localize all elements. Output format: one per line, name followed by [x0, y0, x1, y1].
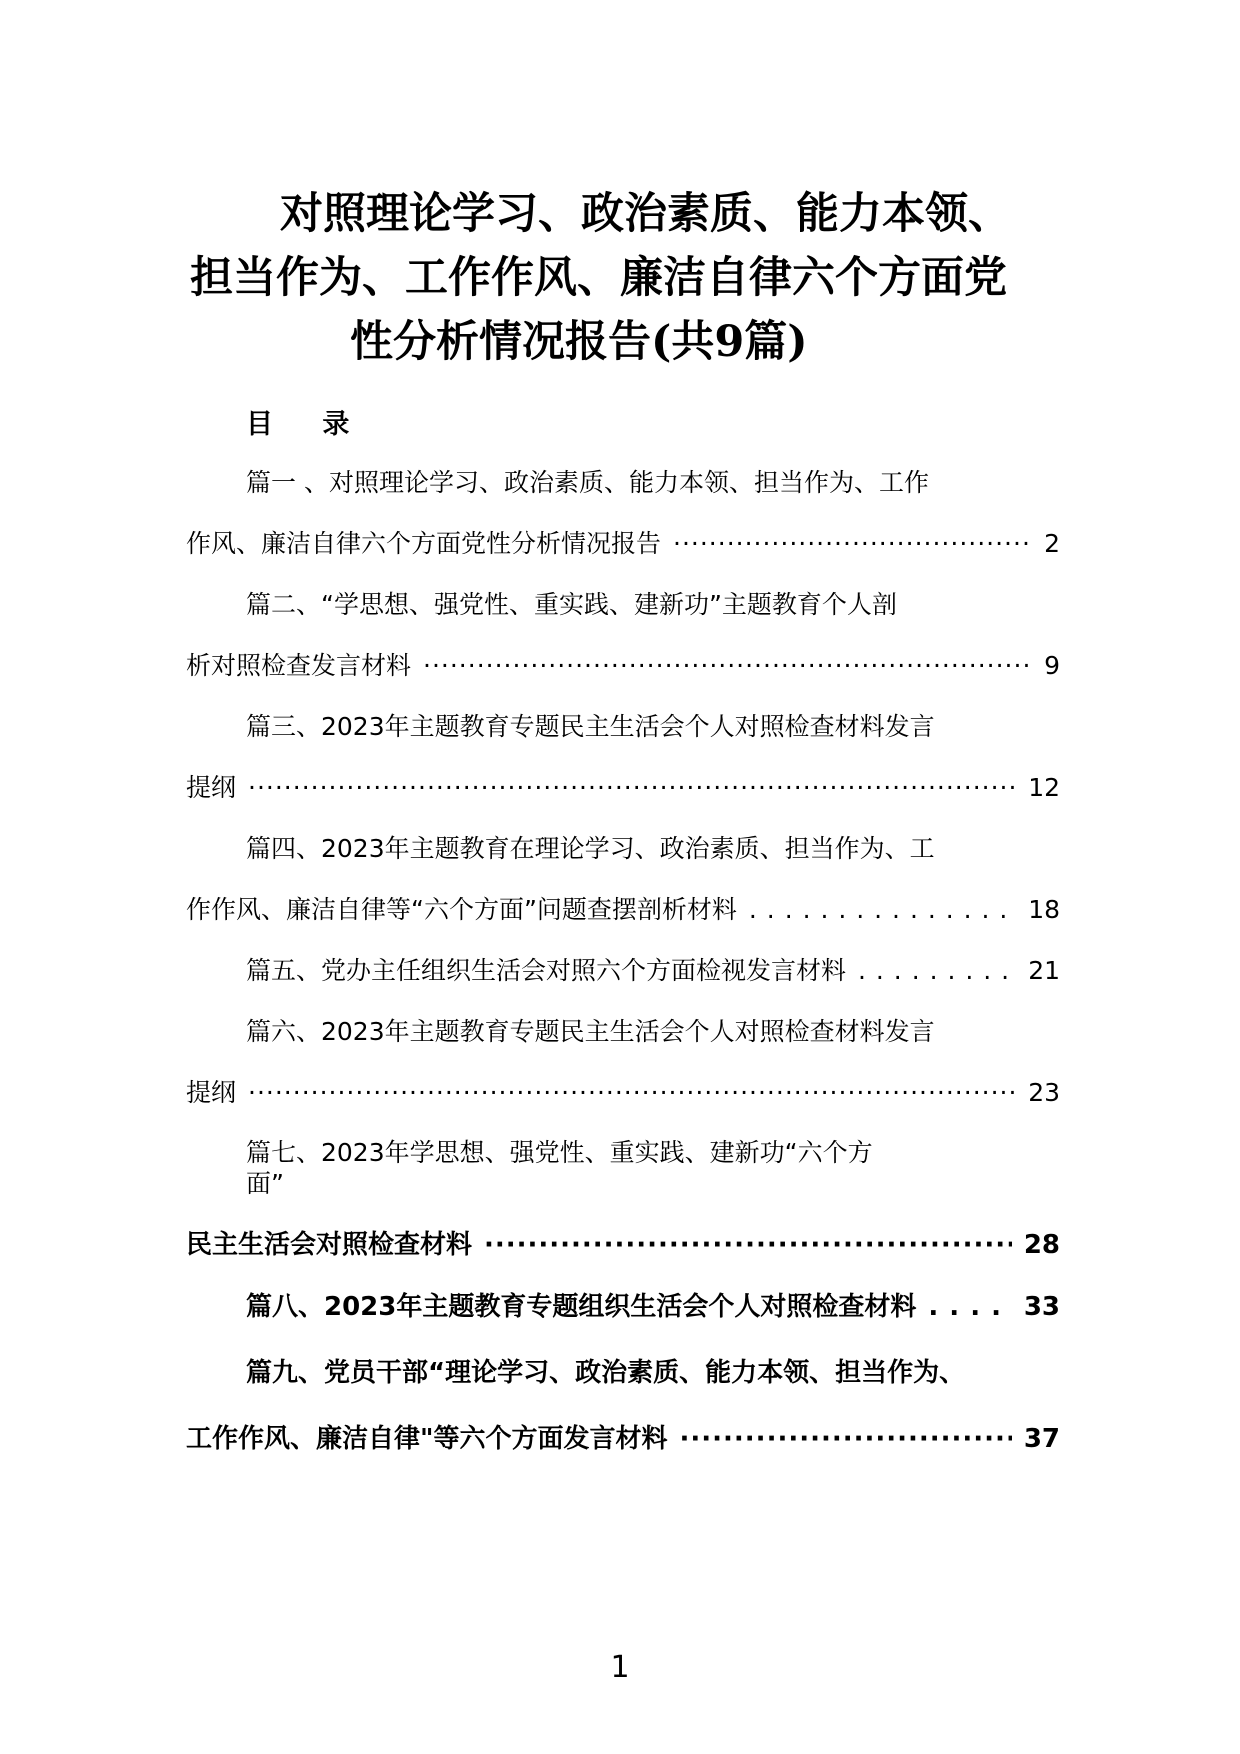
toc-entry-2-line2[interactable] — [186, 646, 1060, 682]
dot-leader — [858, 956, 1016, 985]
toc-entry-9-line1[interactable]: 篇九、党员干部“理论学习、政治素质、能力本领、担当作为、 — [246, 1358, 966, 1388]
toc-entry-7-line2[interactable] — [186, 1224, 1060, 1261]
toc-entry-8[interactable] — [186, 1286, 1060, 1323]
toc-heading: 目 录 — [246, 409, 370, 440]
toc-page-number: 23 — [1028, 1078, 1060, 1107]
toc-entry-text: 析对照检查发言材料 — [186, 651, 412, 680]
dot-leader — [680, 1424, 1012, 1454]
toc-entry-3-line1[interactable]: 篇三、2023年主题教育专题民主生活会个人对照检查材料发言 — [246, 712, 935, 741]
toc-page-number: 37 — [1023, 1424, 1060, 1454]
toc-page-number: 21 — [1028, 956, 1060, 985]
toc-entry-text: 作作风、廉洁自律等“六个方面”问题查摆剖析材料 — [186, 895, 737, 924]
dot-leader — [248, 773, 1016, 802]
dot-leader — [423, 651, 1032, 680]
toc-entry-1-line1[interactable]: 篇一 、对照理论学习、政治素质、能力本领、担当作为、工作 — [246, 468, 929, 497]
toc-page-number: 33 — [1023, 1292, 1060, 1322]
toc-entry-text: 提纲 — [186, 773, 237, 802]
toc-entry-1-line2[interactable] — [186, 524, 1060, 560]
toc-entry-4-line1[interactable]: 篇四、2023年主题教育在理论学习、政治素质、担当作为、工 — [246, 834, 935, 863]
title-line-2: 担当作为、工作作风、廉洁自律六个方面党 — [190, 253, 1007, 303]
toc-entry-2-line1[interactable]: 篇二、“学思想、强党性、重实践、建新功”主题教育个人剖 — [246, 590, 897, 619]
title-line-1: 对照理论学习、政治素质、能力本领、 — [280, 189, 1011, 239]
toc-entry-7-line1b[interactable]: 面” — [246, 1169, 284, 1198]
toc-page-number: 9 — [1044, 651, 1060, 680]
toc-entry-text: 民主生活会对照检查材料 — [186, 1230, 473, 1260]
toc-page-number: 2 — [1044, 529, 1060, 558]
dot-leader — [248, 1078, 1016, 1107]
toc-entry-5[interactable] — [186, 951, 1060, 987]
toc-page-number: 18 — [1028, 895, 1060, 924]
toc-page-number: 12 — [1028, 773, 1060, 802]
toc-page-number: 28 — [1023, 1230, 1060, 1260]
dot-leader — [484, 1230, 1012, 1260]
toc-entry-text: 提纲 — [186, 1078, 237, 1107]
page-number: 1 — [610, 1650, 630, 1685]
toc-entry-6-line2[interactable] — [186, 1073, 1060, 1109]
toc-entry-7-line1[interactable]: 篇七、2023年学思想、强党性、重实践、建新功“六个方 — [246, 1138, 873, 1167]
toc-entry-3-line2[interactable] — [186, 768, 1060, 804]
dot-leader — [928, 1292, 1011, 1322]
toc-entry-text: 作风、廉洁自律六个方面党性分析情况报告 — [186, 529, 662, 558]
toc-entry-text: 篇五、党办主任组织生活会对照六个方面检视发言材料 — [246, 956, 847, 985]
toc-entry-6-line1[interactable]: 篇六、2023年主题教育专题民主生活会个人对照检查材料发言 — [246, 1017, 935, 1046]
toc-entry-4-line2[interactable] — [186, 890, 1060, 926]
title-line-3: 性分析情况报告(共9篇) — [350, 317, 808, 367]
document-title — [190, 182, 1060, 374]
dot-leader — [673, 529, 1032, 558]
dot-leader — [749, 895, 1016, 924]
toc-entry-text: 工作作风、廉洁自律"等六个方面发言材料 — [186, 1424, 668, 1454]
toc-entry-text: 篇八、2023年主题教育专题组织生活会个人对照检查材料 — [246, 1292, 917, 1322]
toc-entry-9-line2[interactable] — [186, 1418, 1060, 1455]
